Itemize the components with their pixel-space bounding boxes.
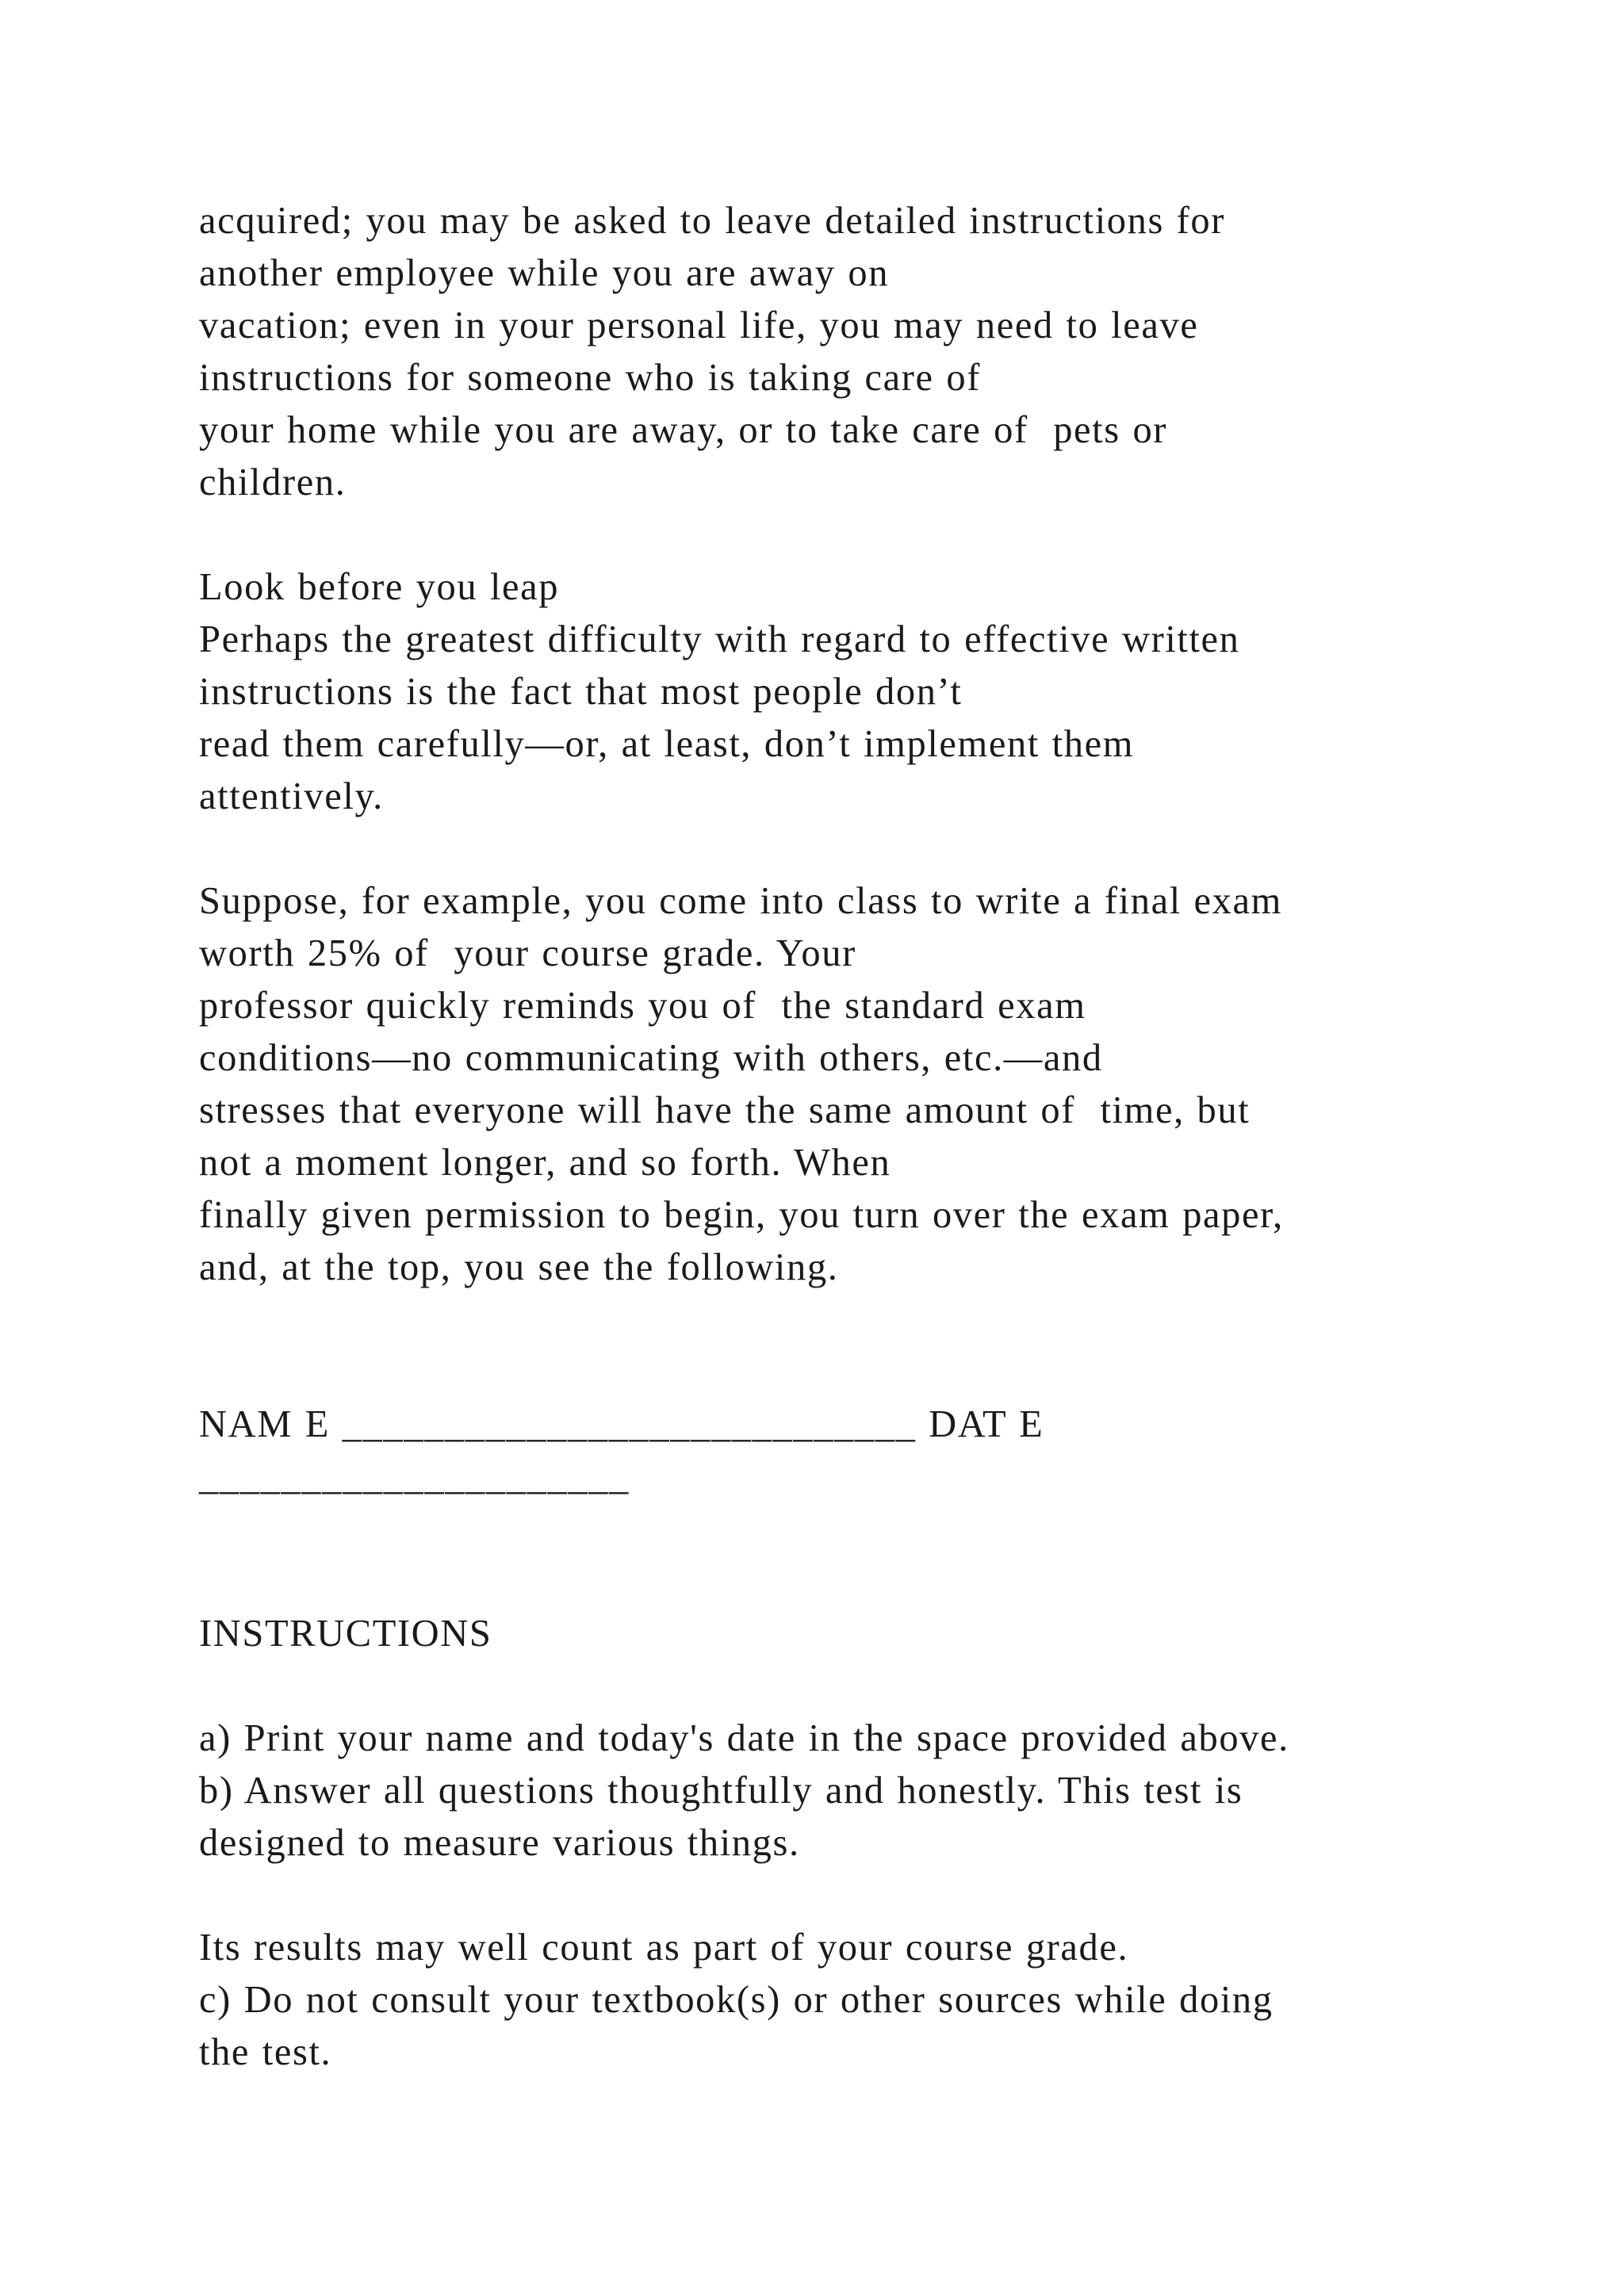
text-line: Suppose, for example, you come into class to write a final exam (199, 880, 1282, 922)
document-body (199, 195, 1515, 2079)
text-line: instructions is the fact that most people don’t (199, 671, 963, 713)
text-line: attentively. (199, 775, 384, 817)
text-line: and, at the top, you see the following. (199, 1246, 839, 1288)
text-line: not a moment longer, and so forth. When (199, 1142, 891, 1184)
instruction-line: Its results may well count as part of your course grade. (199, 1927, 1129, 1969)
paragraph-gap (199, 823, 1515, 875)
instruction-line: designed to measure various things. (199, 1822, 800, 1864)
text-line: vacation; even in your personal life, you may need to leave (199, 304, 1199, 346)
instructions-list-part-2 (199, 1922, 1515, 2079)
paragraph-gap (199, 1660, 1515, 1712)
date-underline: _____________________ (199, 1456, 630, 1498)
text-line: professor quickly reminds you of the standard exam (199, 985, 1086, 1027)
text-line: worth 25% of your course grade. Your (199, 932, 856, 974)
paragraph-difficulty (199, 614, 1515, 823)
paragraph-gap (199, 1294, 1515, 1399)
paragraph-gap (199, 1503, 1515, 1608)
instruction-line: c) Do not consult your textbook(s) or other sources while doing (199, 1979, 1274, 2021)
text-line: read them carefully—or, at least, don’t implement them (199, 723, 1135, 765)
text-line: Perhaps the greatest difficulty with regard to effective written (199, 618, 1240, 660)
paragraph-gap (199, 509, 1515, 561)
text-line: conditions—no communicating with others, etc.—and (199, 1037, 1103, 1079)
paragraph-example (199, 875, 1515, 1294)
instruction-line: b) Answer all questions thoughtfully and honestly. This test is (199, 1770, 1243, 1812)
text-line: children. (199, 461, 347, 503)
text-line: acquired; you may be asked to leave detailed instructions for (199, 200, 1226, 242)
instruction-line: a) Print your name and today's date in the space provided above. (199, 1717, 1289, 1759)
paragraph-intro (199, 195, 1515, 509)
instruction-line: the test. (199, 2031, 332, 2073)
text-line: another employee while you are away on (199, 252, 890, 294)
name-date-line: NAM E ____________________________ DAT E (199, 1403, 1044, 1445)
section-heading-look: Look before you leap (199, 566, 560, 608)
instructions-list-part-1 (199, 1712, 1515, 1869)
paragraph-gap (199, 1869, 1515, 1922)
instructions-heading: INSTRUCTIONS (199, 1613, 492, 1655)
text-line: instructions for someone who is taking care of (199, 357, 981, 399)
text-line: stresses that everyone will have the same amount of time, but (199, 1089, 1251, 1131)
text-line: finally given permission to begin, you turn over the exam paper, (199, 1194, 1284, 1236)
text-line: your home while you are away, or to take care of pets or (199, 409, 1168, 451)
